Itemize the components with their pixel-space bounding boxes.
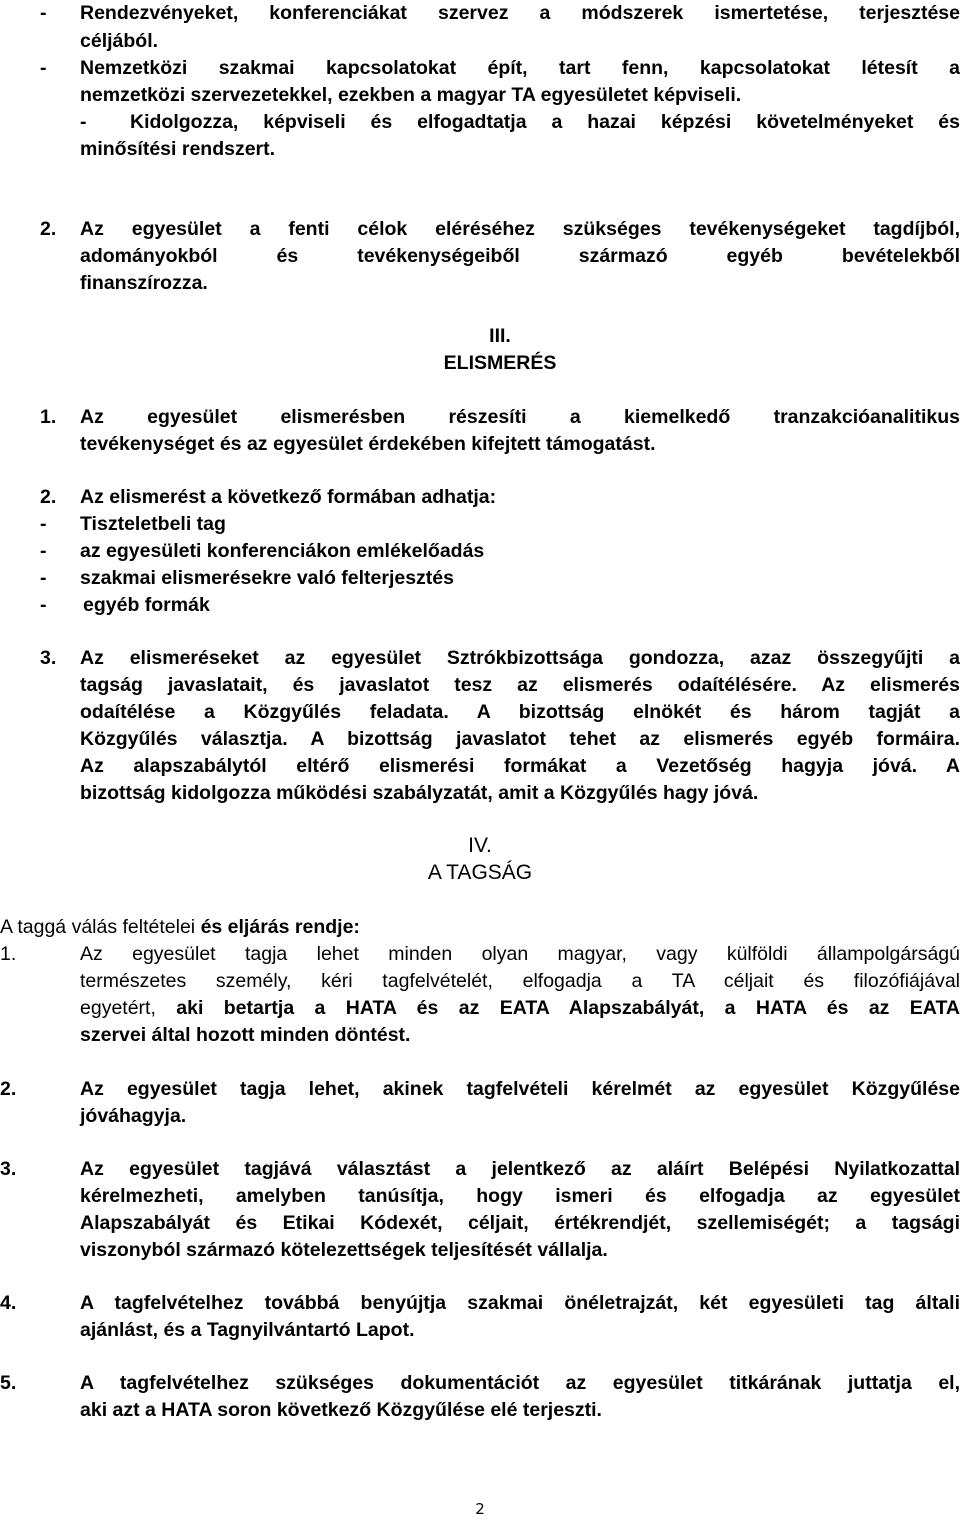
paragraph-number: 3. — [0, 1158, 17, 1180]
paragraph-line: Az elismeréseket az egyesület Sztrókbizottsága gondozza, azaz összegyűjti a — [80, 647, 960, 669]
paragraph-line-row — [0, 699, 960, 725]
paragraph-line: Az egyesület a fenti célok eléréséhez szükséges tevékenységeket tagdíjból, — [80, 218, 960, 240]
list-item-text: Kidolgozza, képviseli és elfogadtatja a hazai képzési követelményeket és — [130, 111, 960, 133]
section-title: A TAGSÁG — [427, 861, 533, 884]
list-item — [0, 592, 960, 618]
paragraph-line-row — [0, 995, 960, 1021]
paragraph-line: tevékenységet és az egyesület érdekében kifejtett támogatást. — [80, 433, 656, 455]
paragraph-line-row — [0, 726, 960, 752]
list-item-text: egyéb formák — [83, 594, 210, 616]
paragraph-line-row — [0, 270, 960, 296]
paragraph-number: 2. — [40, 486, 57, 508]
list-item-text: szakmai elismerésekre való felterjesztés — [80, 567, 454, 589]
paragraph-line: Közgyűlés választja. A bizottság javaslatot tehet az elismerés egyéb formáira. — [80, 728, 960, 750]
numbered-paragraph — [0, 1076, 960, 1102]
list-item-continuation — [0, 82, 960, 108]
paragraph-line-row — [0, 1210, 960, 1236]
numbered-paragraph — [0, 645, 960, 671]
numbered-paragraph — [0, 1290, 960, 1316]
list-item-text: minősítési rendszert. — [80, 138, 276, 160]
list-item — [0, 565, 960, 591]
paragraph-number: 5. — [0, 1372, 17, 1394]
paragraph-line-row — [0, 431, 960, 457]
paragraph-line-row — [0, 753, 960, 779]
list-item-continuation — [0, 28, 960, 54]
paragraph-line: Az egyesület tagjává választást a jelentkező az aláírt Belépési Nyilatkozattal — [80, 1158, 960, 1180]
paragraph-line: aki azt a HATA soron következő Közgyűlése elé terjeszti. — [80, 1399, 602, 1421]
list-dash: - — [40, 540, 47, 562]
page-number: 2 — [475, 1500, 485, 1518]
list-item — [0, 55, 960, 81]
list-dash: - — [40, 513, 47, 535]
paragraph-line: Az egyesület elismerésben részesíti a kiemelkedő tranzakcióanalitikus — [80, 406, 960, 428]
paragraph-line-row — [0, 968, 960, 994]
paragraph-line: viszonyból származó kötelezettségek teljesítését vállalja. — [80, 1239, 608, 1261]
numbered-paragraph — [0, 1370, 960, 1396]
list-item-continuation — [0, 136, 960, 162]
numbered-paragraph — [0, 404, 960, 430]
list-dash: - — [40, 57, 47, 79]
numbered-paragraph — [0, 484, 960, 510]
paragraph-line-row — [0, 1183, 960, 1209]
paragraph-number: 1. — [40, 406, 57, 428]
paragraph-line: Az egyesület tagja lehet, akinek tagfelvételi kérelmét az egyesület Közgyűlése — [80, 1078, 960, 1100]
paragraph-line-row — [0, 1237, 960, 1263]
list-dash: - — [40, 594, 47, 616]
section-title: ELISMERÉS — [443, 352, 557, 374]
list-item — [0, 511, 960, 537]
paragraph-number: 2. — [0, 1078, 17, 1100]
paragraph-line: kérelmezheti, amelyben tanúsítja, hogy ismeri és elfogadja az egyesület — [80, 1185, 960, 1207]
list-item-text: az egyesületi konferenciákon emlékelőadás — [80, 540, 485, 562]
intro-text-bold: és eljárás rendje: — [200, 916, 360, 938]
paragraph-line: egyetért, — [80, 997, 177, 1019]
paragraph-line-row — [0, 1397, 960, 1423]
paragraph-line-row — [0, 1317, 960, 1343]
list-item — [0, 0, 960, 26]
paragraph-line-bold: aki betartja a HATA és az EATA Alapszabályát, a HATA és az EATA — [176, 997, 960, 1019]
list-dash: - — [80, 111, 87, 133]
paragraph-line-row — [0, 1022, 960, 1048]
numbered-paragraph — [0, 941, 960, 967]
paragraph-number: 1. — [0, 943, 17, 965]
paragraph-lead: Az elismerést a következő formában adhatja: — [80, 486, 497, 508]
paragraph-line-row — [0, 243, 960, 269]
section-number: IV. — [468, 834, 492, 857]
paragraph-line-row — [0, 672, 960, 698]
numbered-paragraph — [0, 1156, 960, 1182]
paragraph-line-row — [0, 1103, 960, 1129]
intro-text: A taggá válás feltételei — [0, 916, 201, 938]
section-intro — [0, 914, 960, 940]
paragraph-line: tagság javaslatait, és javaslatot tesz az elismerés odaítélésére. Az elismerés — [80, 674, 960, 696]
list-item-text: céljából. — [80, 30, 159, 52]
list-item — [0, 538, 960, 564]
paragraph-number: 3. — [40, 647, 57, 669]
paragraph-line-row — [0, 780, 960, 806]
list-dash: - — [40, 2, 47, 24]
paragraph-line: odaítélése a Közgyűlés feladata. A bizottság elnökét és három tagját a — [80, 701, 960, 723]
paragraph-line: Alapszabályát és Etikai Kódexét, céljait, értékrendjét, szellemiségét; a tagsági — [80, 1212, 960, 1234]
paragraph-line: szervei által hozott minden döntést. — [80, 1024, 411, 1046]
list-item-text: Nemzetközi szakmai kapcsolatokat épít, tart fenn, kapcsolatokat létesít a — [80, 57, 960, 79]
numbered-paragraph — [0, 216, 960, 242]
paragraph-number: 4. — [0, 1292, 17, 1314]
section-number: III. — [489, 325, 511, 347]
paragraph-line: A tagfelvételhez továbbá benyújtja szakmai önéletrajzát, két egyesületi tag általi — [80, 1292, 960, 1314]
list-item — [0, 109, 960, 135]
paragraph-line: adományokból és tevékenységeiből származó egyéb bevételekből — [80, 245, 960, 267]
paragraph-line: bizottság kidolgozza működési szabályzatát, amit a Közgyűlés hagy jóvá. — [80, 782, 759, 804]
paragraph-line: finanszírozza. — [80, 272, 208, 294]
list-item-text: Tiszteletbeli tag — [80, 513, 226, 535]
paragraph-number: 2. — [40, 218, 57, 240]
paragraph-line: jóváhagyja. — [80, 1105, 187, 1127]
list-dash: - — [40, 567, 47, 589]
paragraph-line: A tagfelvételhez szükséges dokumentációt az egyesület titkárának juttatja el, — [80, 1372, 960, 1394]
paragraph-line: Az egyesület tagja lehet minden olyan magyar, vagy külföldi állampolgárságú — [80, 943, 960, 965]
list-item-text: nemzetközi szervezetekkel, ezekben a magyar TA egyesületet képviseli. — [80, 84, 742, 106]
paragraph-line: Az alapszabálytól eltérő elismerési formákat a Vezetőség hagyja jóvá. A — [80, 755, 960, 777]
paragraph-line: természetes személy, kéri tagfelvételét, elfogadja a TA céljait és filozófiájával — [80, 970, 960, 992]
paragraph-line: ajánlást, és a Tagnyilvántartó Lapot. — [80, 1319, 415, 1341]
list-item-text: Rendezvényeket, konferenciákat szervez a módszerek ismertetése, terjesztése — [80, 2, 960, 24]
